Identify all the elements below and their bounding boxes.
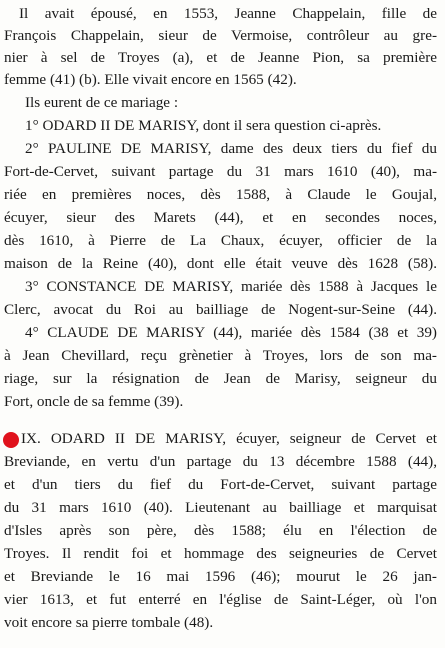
text-line-25: et Breviande le 16 mai 1596 (46); mourut le 26 jan- — [4, 568, 437, 585]
text-line-14: Clerc, avocat du Roi au bailliage de Nogent-sur-Seine (44). — [4, 301, 437, 318]
text-line-23: d'Isles après son père, dès 1588; élu en l'élection de — [4, 522, 437, 539]
text-line-6: 1° ODARD II DE MARISY, dont il sera question ci-après. — [25, 117, 382, 134]
text-line-27: voit encore sa pierre tombale (48). — [4, 614, 214, 631]
text-line-13: 3° CONSTANCE DE MARISY, mariée dès 1588 à Jacques le — [25, 278, 437, 295]
text-line-11: dès 1610, à Pierre de La Chaux, écuyer, officier de la — [4, 232, 437, 249]
text-line-20: Breviande, en vertu d'un partage du 13 décembre 1588 (44), — [4, 453, 437, 470]
text-line-10: écuyer, sieur des Marets (44), et en secondes noces, — [4, 209, 437, 226]
text-line-18: Fort, oncle de sa femme (39). — [4, 393, 184, 410]
text-line-24: Troyes. Il rendit foi et hommage des seigneuries de Cervet — [4, 545, 437, 562]
text-line-19: IX. ODARD II DE MARISY, écuyer, seigneur de Cervet et — [21, 430, 437, 447]
text-line-1: Il avait épousé, en 1553, Jeanne Chappelain, fille de — [19, 5, 437, 22]
text-line-15: 4° CLAUDE DE MARISY (44), mariée dès 1584 (38 et 39) — [25, 324, 437, 341]
red-dot-marker — [3, 432, 19, 448]
text-line-22: du 31 mars 1610 (40). Lieutenant au bailliage et marquisat — [4, 499, 437, 516]
text-line-21: et d'un tiers du fief du Fort-de-Cervet, suivant partage — [4, 476, 437, 493]
text-line-5: Ils eurent de ce mariage : — [25, 94, 179, 111]
text-line-26: vier 1613, et fut enterré en l'église de Saint-Léger, où l'on — [4, 591, 437, 608]
text-line-17: riage, sur la résignation de Jean de Marisy, seigneur du — [4, 370, 437, 387]
text-line-8: Fort-de-Cervet, suivant partage du 31 mars 1610 (40), ma- — [4, 163, 437, 180]
text-line-16: à Jean Chevillard, reçu grènetier à Troyes, lors de son ma- — [4, 347, 437, 364]
text-line-3: nier à sel de Troyes (a), et de Jeanne Pion, sa première — [4, 49, 437, 66]
text-line-2: François Chappelain, sieur de Vermoise, contrôleur au gre- — [4, 27, 437, 44]
text-line-12: maison de la Reine (40), dont elle était veuve dès 1628 (58). — [4, 255, 437, 272]
text-line-4: femme (41) (b). Elle vivait encore en 1565 (42). — [4, 71, 297, 88]
text-line-9: riée en premières noces, dès 1588, à Claude le Goujal, — [4, 186, 437, 203]
text-line-7: 2° PAULINE DE MARISY, dame des deux tiers du fief du — [25, 140, 437, 157]
